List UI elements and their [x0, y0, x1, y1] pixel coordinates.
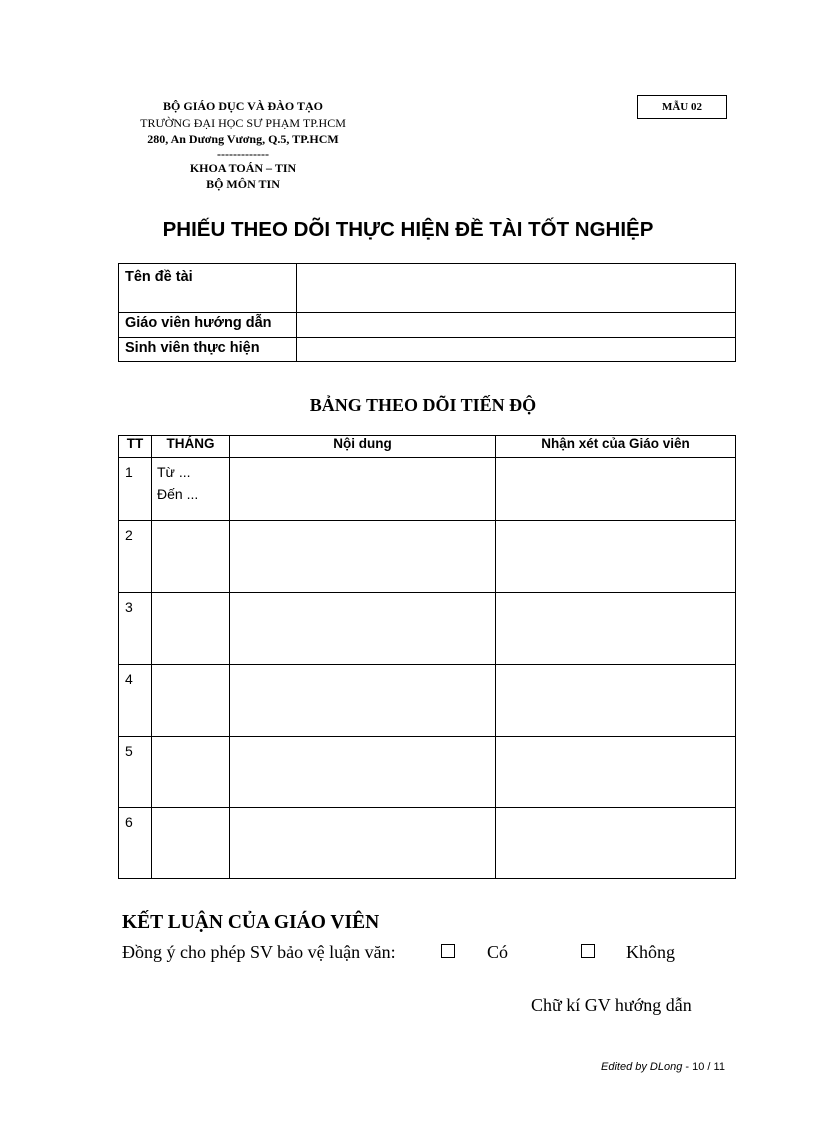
consent-no-label: Không	[626, 942, 675, 962]
month-cell[interactable]	[152, 458, 230, 521]
page-footer	[601, 1061, 725, 1073]
university-address: 280, An Dương Vương, Q.5, TP.HCM	[147, 132, 339, 146]
ministry-name: BỘ GIÁO DỤC VÀ ĐÀO TẠO	[163, 99, 323, 113]
content-cell[interactable]	[230, 458, 496, 521]
month-cell[interactable]	[152, 808, 230, 879]
editor-credit: Edited by DLong	[601, 1061, 683, 1073]
consent-yes-label: Có	[487, 942, 509, 962]
row-number: 5	[119, 737, 152, 808]
consent-label: Đồng ý cho phép SV bảo vệ luận văn:	[122, 942, 396, 962]
form-code-box: MẪU 02	[637, 95, 727, 119]
info-value-topic[interactable]	[297, 264, 736, 313]
table-row	[119, 593, 736, 665]
thesis-info-table	[118, 263, 736, 362]
info-value-supervisor[interactable]	[297, 313, 736, 338]
info-label-student: Sinh viên thực hiện	[119, 338, 297, 362]
month-cell[interactable]	[152, 737, 230, 808]
progress-section-title: BẢNG THEO DÕI TIẾN ĐỘ	[309, 395, 537, 415]
row-number: 1	[119, 458, 152, 521]
table-row	[119, 808, 736, 879]
content-cell[interactable]	[230, 808, 496, 879]
content-cell[interactable]	[230, 521, 496, 593]
column-header-month: THÁNG	[152, 436, 230, 458]
row-number: 6	[119, 808, 152, 879]
faculty-name: KHOA TOÁN – TIN	[189, 160, 297, 175]
table-row	[119, 521, 736, 593]
month-cell[interactable]	[152, 665, 230, 737]
content-cell[interactable]	[230, 665, 496, 737]
info-label-supervisor: Giáo viên hướng dẫn	[119, 313, 297, 338]
progress-table	[118, 435, 736, 879]
comment-cell[interactable]	[496, 665, 736, 737]
row-number: 3	[119, 593, 152, 665]
signature-label: Chữ kí GV hướng dẫn	[531, 995, 692, 1015]
info-row-topic	[119, 264, 736, 313]
content-cell[interactable]	[230, 593, 496, 665]
month-from: Từ ...	[157, 464, 191, 480]
column-header-tt: TT	[119, 436, 152, 458]
table-row	[119, 737, 736, 808]
university-name: TRƯỜNG ĐẠI HỌC SƯ PHẠM TP.HCM	[140, 115, 346, 130]
month-cell[interactable]	[152, 593, 230, 665]
conclusion-title: KẾT LUẬN CỦA GIÁO VIÊN	[122, 912, 380, 933]
table-row	[119, 665, 736, 737]
progress-header-row	[119, 436, 736, 458]
column-header-teacher-comment: Nhận xét của Giáo viên	[496, 436, 736, 458]
column-header-content: Nội dung	[230, 436, 496, 458]
info-row-supervisor	[119, 313, 736, 338]
info-row-student	[119, 338, 736, 362]
info-value-student[interactable]	[297, 338, 736, 362]
row-number: 2	[119, 521, 152, 593]
month-cell[interactable]	[152, 521, 230, 593]
info-label-topic: Tên đề tài	[119, 264, 297, 313]
comment-cell[interactable]	[496, 593, 736, 665]
consent-yes-checkbox[interactable]	[441, 944, 455, 958]
page-title: PHIẾU THEO DÕI THỰC HIỆN ĐỀ TÀI TỐT NGHIỆP	[162, 218, 654, 241]
department-name: BỘ MÔN TIN	[206, 177, 280, 191]
table-row	[119, 458, 736, 521]
comment-cell[interactable]	[496, 737, 736, 808]
consent-no-checkbox[interactable]	[581, 944, 595, 958]
page-number: - 10 / 11	[685, 1061, 725, 1073]
header-separator: -------------	[217, 146, 269, 161]
comment-cell[interactable]	[496, 458, 736, 521]
month-to: Đến ...	[157, 486, 199, 502]
comment-cell[interactable]	[496, 521, 736, 593]
institution-header	[112, 98, 374, 193]
comment-cell[interactable]	[496, 808, 736, 879]
row-number: 4	[119, 665, 152, 737]
content-cell[interactable]	[230, 737, 496, 808]
